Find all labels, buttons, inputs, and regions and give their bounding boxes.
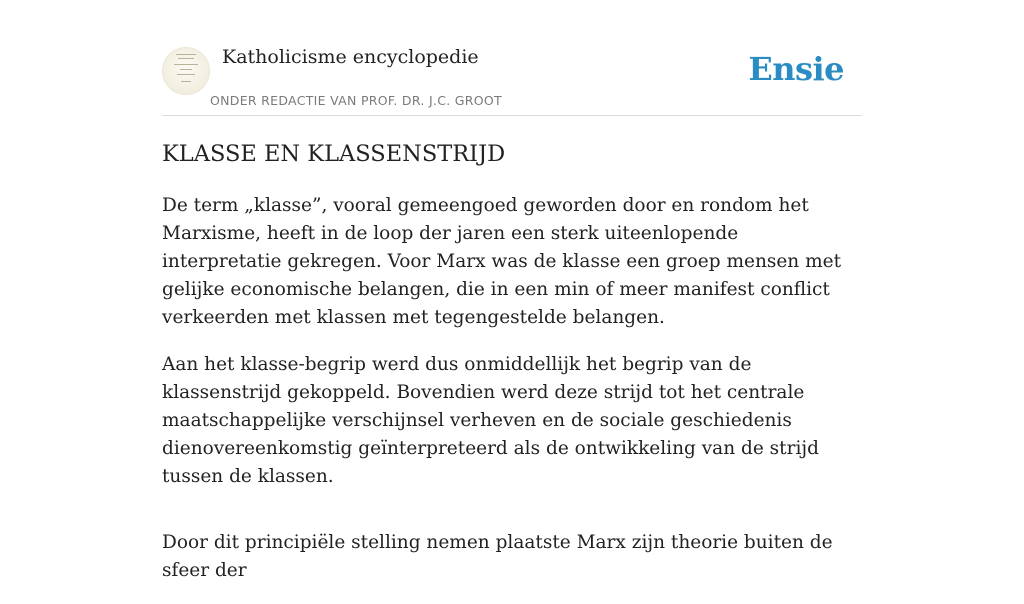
paragraph: Door dit principiële stelling nemen plaatste Marx zijn theorie buiten de sfeer der: [162, 532, 833, 581]
article-body: [162, 192, 862, 604]
paragraph: Aan het klasse-begrip werd dus onmiddellijk het begrip van de klassenstrijd gekoppeld. Bovendien werd deze strijd tot het centrale maatschappelijke verschijnsel verheven en de sociale geschiedenis dienovereenkomstig geïnterpreteerd als de ontwikkeling van de strijd tussen de klassen.: [162, 354, 819, 487]
paragraph: De term „klasse”, vooral gemeengoed geworden door en rondom het Marxisme, heeft in de loop der jaren een sterk uiteenlopende interpretatie gekregen. Voor Marx was de klasse een groep mensen met gelijke economische belangen, die in een min of meer manifest conflict verkeerden met klassen met tegengestelde belangen.: [162, 195, 842, 328]
article-title: KLASSE EN KLASSENSTRIJD: [162, 141, 506, 167]
encyclopedia-cover-thumbnail[interactable]: [162, 47, 210, 95]
ensie-logo[interactable]: Ensie: [748, 50, 844, 88]
editor-credit: ONDER REDACTIE VAN PROF. DR. J.C. GROOT: [210, 93, 502, 108]
header: [162, 0, 862, 116]
page: [162, 0, 862, 581]
source-title[interactable]: Katholicisme encyclopedie: [222, 46, 479, 68]
